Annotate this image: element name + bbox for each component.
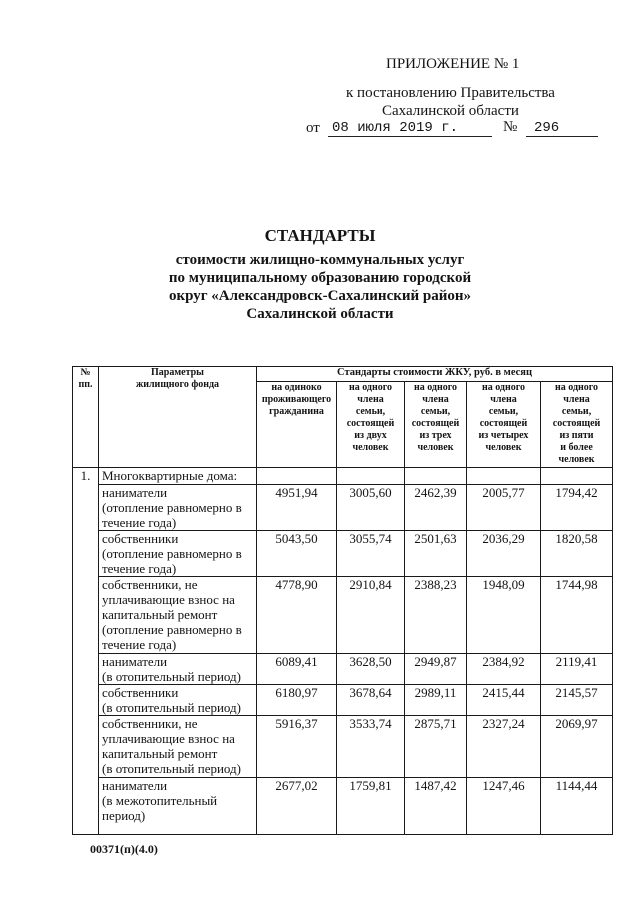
value-five: 1744,98 <box>541 577 613 654</box>
document-number: 296 <box>534 120 560 136</box>
number-label: № <box>503 119 518 135</box>
section-number: 1. <box>73 468 99 835</box>
header-number: № пп. <box>73 367 99 468</box>
appendix-line-2: к постановлению Правительства <box>346 85 555 101</box>
value-four: 1247,46 <box>467 778 541 835</box>
document-subtitle-3: округ «Александровск-Сахалинский район» <box>168 288 472 304</box>
value-five: 1144,44 <box>541 778 613 835</box>
value-three: 2949,87 <box>405 654 467 685</box>
value-four: 2384,92 <box>467 654 541 685</box>
value-single: 5043,50 <box>257 531 337 577</box>
value-three: 1487,42 <box>405 778 467 835</box>
value-single: 6180,97 <box>257 685 337 716</box>
value-single: 4951,94 <box>257 485 337 531</box>
row-label: наниматели (в межотопительный период) <box>99 778 257 835</box>
document-subtitle-4: Сахалинской области <box>246 306 394 322</box>
value-three: 2388,23 <box>405 577 467 654</box>
value-single: 6089,41 <box>257 654 337 685</box>
value-two: 3678,64 <box>337 685 405 716</box>
number-underline <box>526 136 598 137</box>
appendix-line-3: Сахалинской области <box>382 103 519 119</box>
value-four: 2036,29 <box>467 531 541 577</box>
value-single: 5916,37 <box>257 716 337 778</box>
value-four: 2005,77 <box>467 485 541 531</box>
document-heading: СТАНДАРТЫ <box>264 226 376 245</box>
value-two: 3628,50 <box>337 654 405 685</box>
section-label: Многоквартирные дома: <box>99 468 257 485</box>
document-subtitle-1: стоимости жилищно-коммунальных услуг <box>175 252 465 268</box>
value-three: 2462,39 <box>405 485 467 531</box>
appendix-title: ПРИЛОЖЕНИЕ № 1 <box>386 56 520 72</box>
value-single: 2677,02 <box>257 778 337 835</box>
header-standards-group: Стандарты стоимости ЖКУ, руб. в месяц <box>257 367 613 382</box>
row-label: собственники, не уплачивающие взнос на капитальный ремонт (в отопительный период) <box>99 716 257 778</box>
date-underline <box>328 136 492 137</box>
value-five: 1820,58 <box>541 531 613 577</box>
row-label: собственники (в отопительный период) <box>99 685 257 716</box>
value-two: 3533,74 <box>337 716 405 778</box>
header-family-of-two: на одного члена семьи, состоящей из двух человек <box>337 382 405 468</box>
table-row <box>73 716 613 778</box>
value-four: 2415,44 <box>467 685 541 716</box>
table-row <box>73 485 613 531</box>
value-five: 2069,97 <box>541 716 613 778</box>
document-subtitle-2: по муниципальному образованию городской <box>168 270 472 286</box>
value-two: 3005,60 <box>337 485 405 531</box>
value-two: 3055,74 <box>337 531 405 577</box>
value-four: 1948,09 <box>467 577 541 654</box>
value-two: 2910,84 <box>337 577 405 654</box>
date-from-label: от <box>306 120 320 136</box>
form-code: 00371(п)(4.0) <box>90 842 158 856</box>
table-row <box>73 778 613 835</box>
table-row <box>73 685 613 716</box>
value-three: 2875,71 <box>405 716 467 778</box>
document-date: 08 июля 2019 г. <box>332 120 459 136</box>
section-row <box>73 468 613 485</box>
header-parameters: Параметры жилищного фонда <box>99 367 257 468</box>
value-five: 1794,42 <box>541 485 613 531</box>
value-two: 1759,81 <box>337 778 405 835</box>
header-family-of-five-plus: на одного члена семьи, состоящей из пяти и более человек <box>541 382 613 468</box>
value-three: 2501,63 <box>405 531 467 577</box>
value-four: 2327,24 <box>467 716 541 778</box>
header-single-resident: на одиноко проживающего гражданина <box>257 382 337 468</box>
header-family-of-four: на одного члена семьи, состоящей из четырех человек <box>467 382 541 468</box>
standards-table <box>72 366 613 835</box>
row-label: наниматели (отопление равномерно в течение года) <box>99 485 257 531</box>
value-three: 2989,11 <box>405 685 467 716</box>
table-row <box>73 531 613 577</box>
row-label: наниматели (в отопительный период) <box>99 654 257 685</box>
header-family-of-three: на одного члена семьи, состоящей из трех человек <box>405 382 467 468</box>
row-label: собственники (отопление равномерно в течение года) <box>99 531 257 577</box>
value-single: 4778,90 <box>257 577 337 654</box>
table-row <box>73 577 613 654</box>
row-label: собственники, не уплачивающие взнос на капитальный ремонт (отопление равномерно в течение года) <box>99 577 257 654</box>
table-row <box>73 654 613 685</box>
value-five: 2145,57 <box>541 685 613 716</box>
value-five: 2119,41 <box>541 654 613 685</box>
